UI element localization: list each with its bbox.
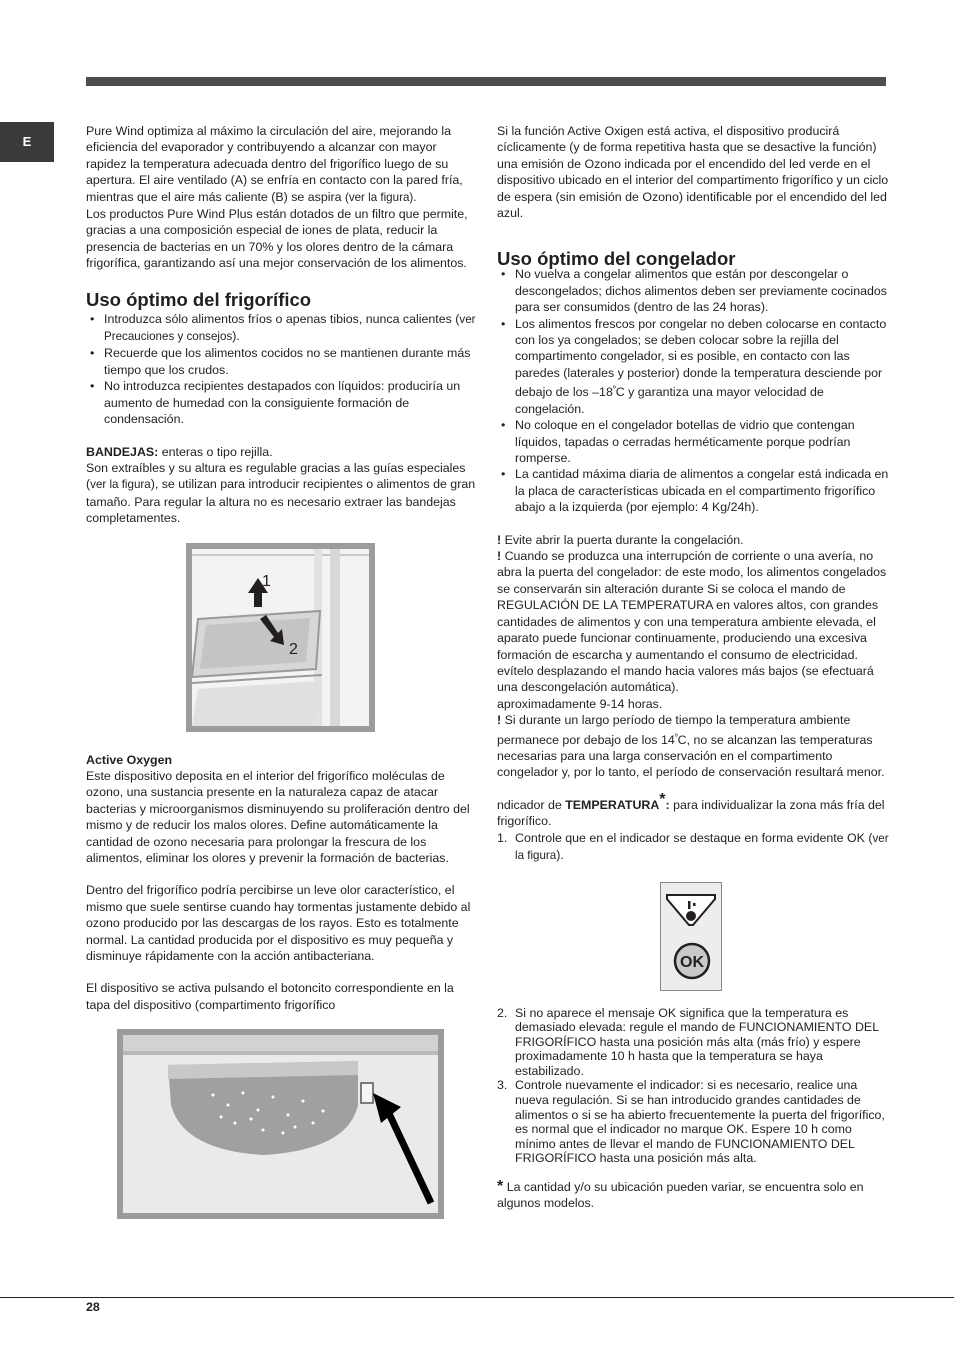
active-oxygen-title: Active Oxygen — [86, 752, 173, 767]
freezer-tips-list — [497, 266, 889, 515]
page-number: 28 — [86, 1300, 100, 1314]
warning-2-tail: aproximadamente 9-14 horas. — [497, 696, 663, 711]
bandejas-label: BANDEJAS: — [86, 444, 159, 459]
temperature-label: TEMPERATURA — [565, 797, 660, 812]
ozone-button — [361, 1083, 373, 1103]
list-item: 3. Controle nuevamente el indicador: si es necesario, realice una nueva regulación. Si se han introducido grandes cantidades de alimentos o si se ha abierto frecuentemente la puerta del frigorífico, es normal que el indicador no marque OK. Espere 10 h como mínimo antes de llevar el mando de FUNCIONAMIENTO DEL FRIGORÍFICO hasta una posición más alta. — [497, 1078, 885, 1166]
footer-rule — [0, 1297, 954, 1298]
freezer-section-title: Uso óptimo del congelador — [497, 248, 736, 270]
ozone-device-figure — [117, 1029, 444, 1219]
pure-wind-plus-paragraph: Los productos Pure Wind Plus están dotados de un filtro que permite, gracias a una composición especial de iones de plata, reducir la presencia de bacterias en un 70% y los olores dentro de la cámara frigorífica, garantizando así una mejor conservación de los alimentos. — [86, 207, 468, 271]
footnote: * La cantidad y/o su ubicación pueden variar, se encuentra solo en algunos modelos. — [497, 1178, 864, 1211]
list-item: • La cantidad máxima diaria de alimentos a congelar está indicada en la placa de características ubicada en el compartimento frigorífico abajo a la izquierda (por ejemplo: 4 Kg/24h). — [497, 466, 889, 515]
figure-reference: (ver la figura). — [344, 190, 417, 204]
temperature-indicator-figure — [660, 882, 722, 991]
list-item: 2. Si no aparece el mensaje OK significa que la temperatura es demasiado elevada: regule el mando de FUNCIONAMIENTO DEL FRIGORÍFICO hasta una posición más alta (más frío) y espere proximadamente 10 h hasta que la temperatura se haya estabilizado. — [497, 1005, 879, 1078]
right-column — [497, 123, 889, 1212]
shelf-illustration — [192, 549, 369, 726]
warning-2: ! Cuando se produzca una interrupción de corriente o una avería, no abra la puerta del congelador: de este modo, los alimentos congelados se conservarán sin alteración durante Si se coloca el mando de REGULACIÓN DE LA TEMPERATURA en valores altos, con grandes cantidades de alimentos y con una temperatura ambiente elevada, el aparato puede funcionar continuamente, produciendo una excesiva formación de escarcha y aumentando el consumo de electricidad. evítelo desplazando el mando hacia valores más bajos (se efectuará una descongelación automática). — [497, 549, 887, 695]
pure-wind-paragraph: Pure Wind optimiza al máximo la circulación del aire, mejorando la eficiencia del evaporador y contribuyendo a alcanzar con mayor rapidez la temperatura adecuada dentro del frigorífico luego de su apertura. El aire ventilado (A) se enfría en contacto con la pared fría, mientras que el aire más caliente (B) se aspira (ver la figura). — [86, 124, 463, 204]
bandejas-description: Son extraíbles y su altura es regulable gracias a las guías especiales (ver la figura), se utilizan para introducir recipientes o alimentos de gran tamaño. Para regular la altura no es necesario extraer las bandejas completamentes. — [86, 460, 476, 526]
active-oxygen-paragraph-3: El dispositivo se activa pulsando el botoncito correspondiente en la tapa del dispositivo (compartimento frigorífico — [86, 981, 454, 1012]
bandejas-line: BANDEJAS: enteras o tipo rejilla. — [86, 444, 273, 459]
shelf-step-label-1: 1 — [262, 572, 271, 590]
list-item: • No introduzca recipientes destapados con líquidos: produciría un aumento de humedad con la consiguiente formación de condensación. — [86, 378, 478, 427]
active-oxygen-paragraph-2: Dentro del frigorífico podría percibirse un leve olor característico, el mismo que suele sentirse cuando hay tormentas justamente debido al ozono producido por las descargas de los rayos. Esto es totalmente normal. La cantidad producida por el dispositivo es muy pequeña y disminuye rápidamente con la acción antibacteriana. — [86, 883, 471, 963]
fridge-tips-list — [86, 311, 478, 428]
left-column — [86, 123, 478, 1219]
list-item: • No coloque en el congelador botellas de vidrio que contengan líquidos, tapadas o cerradas herméticamente porque podrían romperse. — [497, 417, 889, 466]
ozone-device-illustration — [123, 1035, 438, 1213]
warning-3: ! Si durante un largo período de tiempo la temperatura ambiente permanece por debajo de los $14^ºC$, no se alcanzan las temperaturas necesarias para una larga conservación en el compartimento congelador y, por lo tanto, el período de conservación resultará menor. — [497, 713, 885, 780]
active-oxygen-paragraph-1: Este dispositivo deposita en el interior del frigorífico moléculas de ozono, una sustancia presente en la naturaleza capaz de atacar bacterias y microorganismos disminuyendo su proliferación dentro del mismo y de reducir los malos olores. Define automáticamente la cantidad de ozono necesaria para prolongar la frescura de los alimentos, eliminar los olores y prevenir la formación de bacterias. — [86, 768, 470, 865]
list-item: • Introduzca sólo alimentos fríos o apenas tibios, nunca calientes (ver Precauciones y consejos). — [86, 311, 478, 346]
indicator-illustration — [661, 883, 721, 990]
shelf-step-label-2: 2 — [289, 640, 298, 658]
temperature-indicator-intro: ndicador de TEMPERATURA*: para individualizar la zona más fría del frigorífico. — [497, 790, 885, 829]
list-item: 1. Controle que en el indicador se destaque en forma evidente OK (ver la figura). — [497, 830, 889, 863]
ok-label: OK — [680, 953, 704, 971]
indicator-steps-list — [497, 830, 889, 865]
shelf-figure — [186, 543, 375, 732]
indicator-steps-list-continued — [497, 1006, 889, 1167]
active-oxygen-continued: Si la función Active Oxigen está activa, el dispositivo producirá cíclicamente (y de forma repetitiva hasta que se desactive la función) una emisión de Ozono indicada por el encendido del led verde en el dispositivo ubicado en el interior del compartimento frigorífico y un ciclo de espera (sin emisión de Ozono) identificable por el encendido del led azul. — [497, 124, 889, 221]
list-item: • No vuelva a congelar alimentos que están por descongelar o descongelados; dichos alimentos deben ser previamente cocinados para ser consumidos (dentro de las 24 horas). — [497, 266, 889, 315]
fridge-section-title: Uso óptimo del frigorífico — [86, 288, 312, 310]
language-tab: E — [0, 122, 54, 162]
list-item: • Los alimentos frescos por congelar no deben colocarse en contacto con los ya congelados; se deben colocar sobre la rejilla del compartimento congelador, si es posible, en contacto con las paredes (laterales y posterior) donde la temperatura desciende por debajo de los $-18^ºC$ y garantiza una mayor velocidad de congelación. — [497, 316, 889, 418]
warning-1: ! Evite abrir la puerta durante la congelación. — [497, 532, 744, 547]
header-bar — [86, 77, 886, 86]
list-item: • Recuerde que los alimentos cocidos no se mantienen durante más tiempo que los crudos. — [86, 345, 478, 378]
